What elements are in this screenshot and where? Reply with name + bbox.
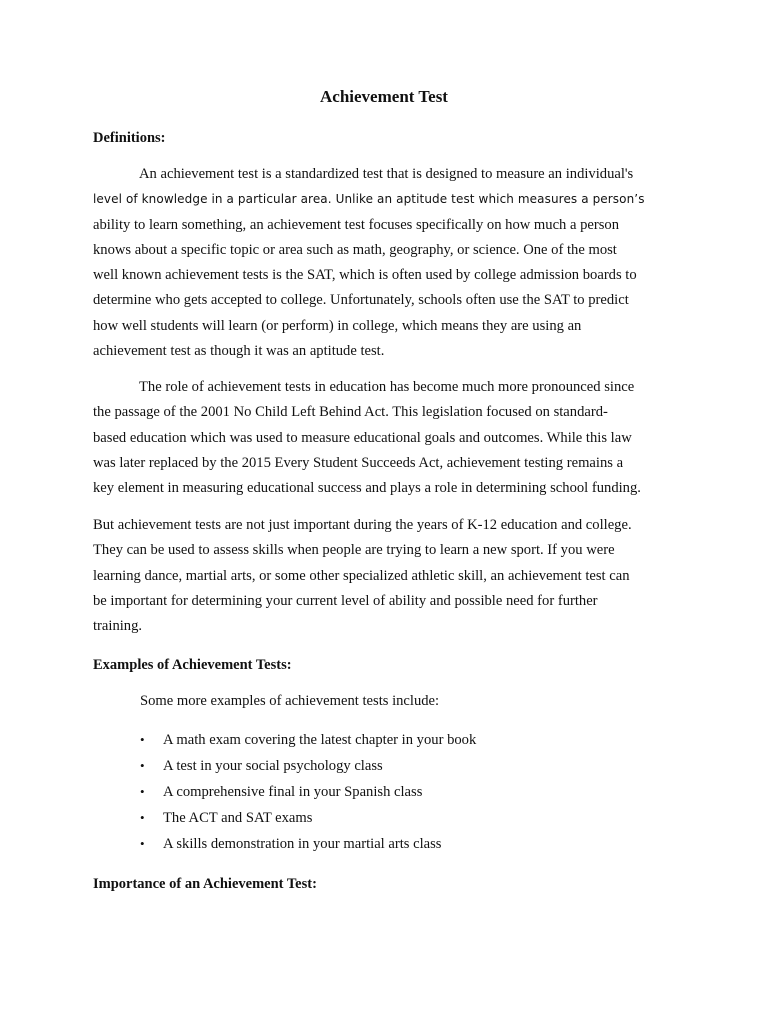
list-item-text: A comprehensive final in your Spanish class [163,784,423,800]
paragraph-line: key element in measuring educational success and plays a role in determining school funding. [93,480,641,497]
paragraph-line: how well students will learn (or perform) in college, which means they are using an [93,317,582,334]
paragraph-line: The role of achievement tests in education has become much more pronounced since [139,379,635,395]
bullet-icon: • [140,732,145,747]
paragraph-line: achievement test as though it was an aptitude test. [93,343,385,360]
bullet-icon: • [140,784,145,799]
paragraph-line: well known achievement tests is the SAT, which is often used by college admission boards to [93,267,637,284]
document-title: Achievement Test [320,87,448,106]
definition-paragraph-2 [93,375,683,501]
paragraph-line: determine who gets accepted to college. Unfortunately, schools often use the SAT to predict [93,292,629,309]
definition-paragraph-1 [93,162,683,364]
bullet-icon: • [140,758,145,773]
paragraph-line: ability to learn something, an achievement test focuses specifically on how much a person [93,216,620,233]
paragraph-line: be important for determining your current level of ability and possible need for further [93,592,598,609]
list-item-text: A test in your social psychology class [163,758,383,774]
paragraph-line: An achievement test is a standardized test that is designed to measure an individual's [139,166,634,182]
paragraph-line: level of knowledge in a particular area. Unlike an aptitude test which measures a person’s [93,192,645,207]
paragraph-line: learning dance, martial arts, or some other specialized athletic skill, an achievement test can [93,567,630,584]
examples-intro: Some more examples of achievement tests include: [140,693,440,709]
definition-paragraph-3 [93,513,683,639]
paragraph-line: was later replaced by the 2015 Every Student Succeeds Act, achievement testing remains a [93,454,624,471]
paragraph-line: training. [93,618,143,635]
list-item-text: A math exam covering the latest chapter in your book [163,732,477,748]
list-item-text: A skills demonstration in your martial arts class [163,836,442,852]
paragraph-line: They can be used to assess skills when people are trying to learn a new sport. If you were [93,542,615,559]
bullet-icon: • [140,810,145,825]
bullet-icon: • [140,836,145,851]
list-item-text: The ACT and SAT exams [163,810,313,826]
paragraph-line: the passage of the 2001 No Child Left Behind Act. This legislation focused on standard- [93,404,608,421]
paragraph-line: But achievement tests are not just important during the years of K-12 education and college. [93,517,632,533]
paragraph-line: knows about a specific topic or area such as math, geography, or science. One of the most [93,241,617,258]
definitions-heading: Definitions: [93,130,166,146]
examples-heading: Examples of Achievement Tests: [93,657,292,673]
importance-heading: Importance of an Achievement Test: [93,876,317,892]
paragraph-line: based education which was used to measure educational goals and outcomes. While this law [93,429,632,446]
